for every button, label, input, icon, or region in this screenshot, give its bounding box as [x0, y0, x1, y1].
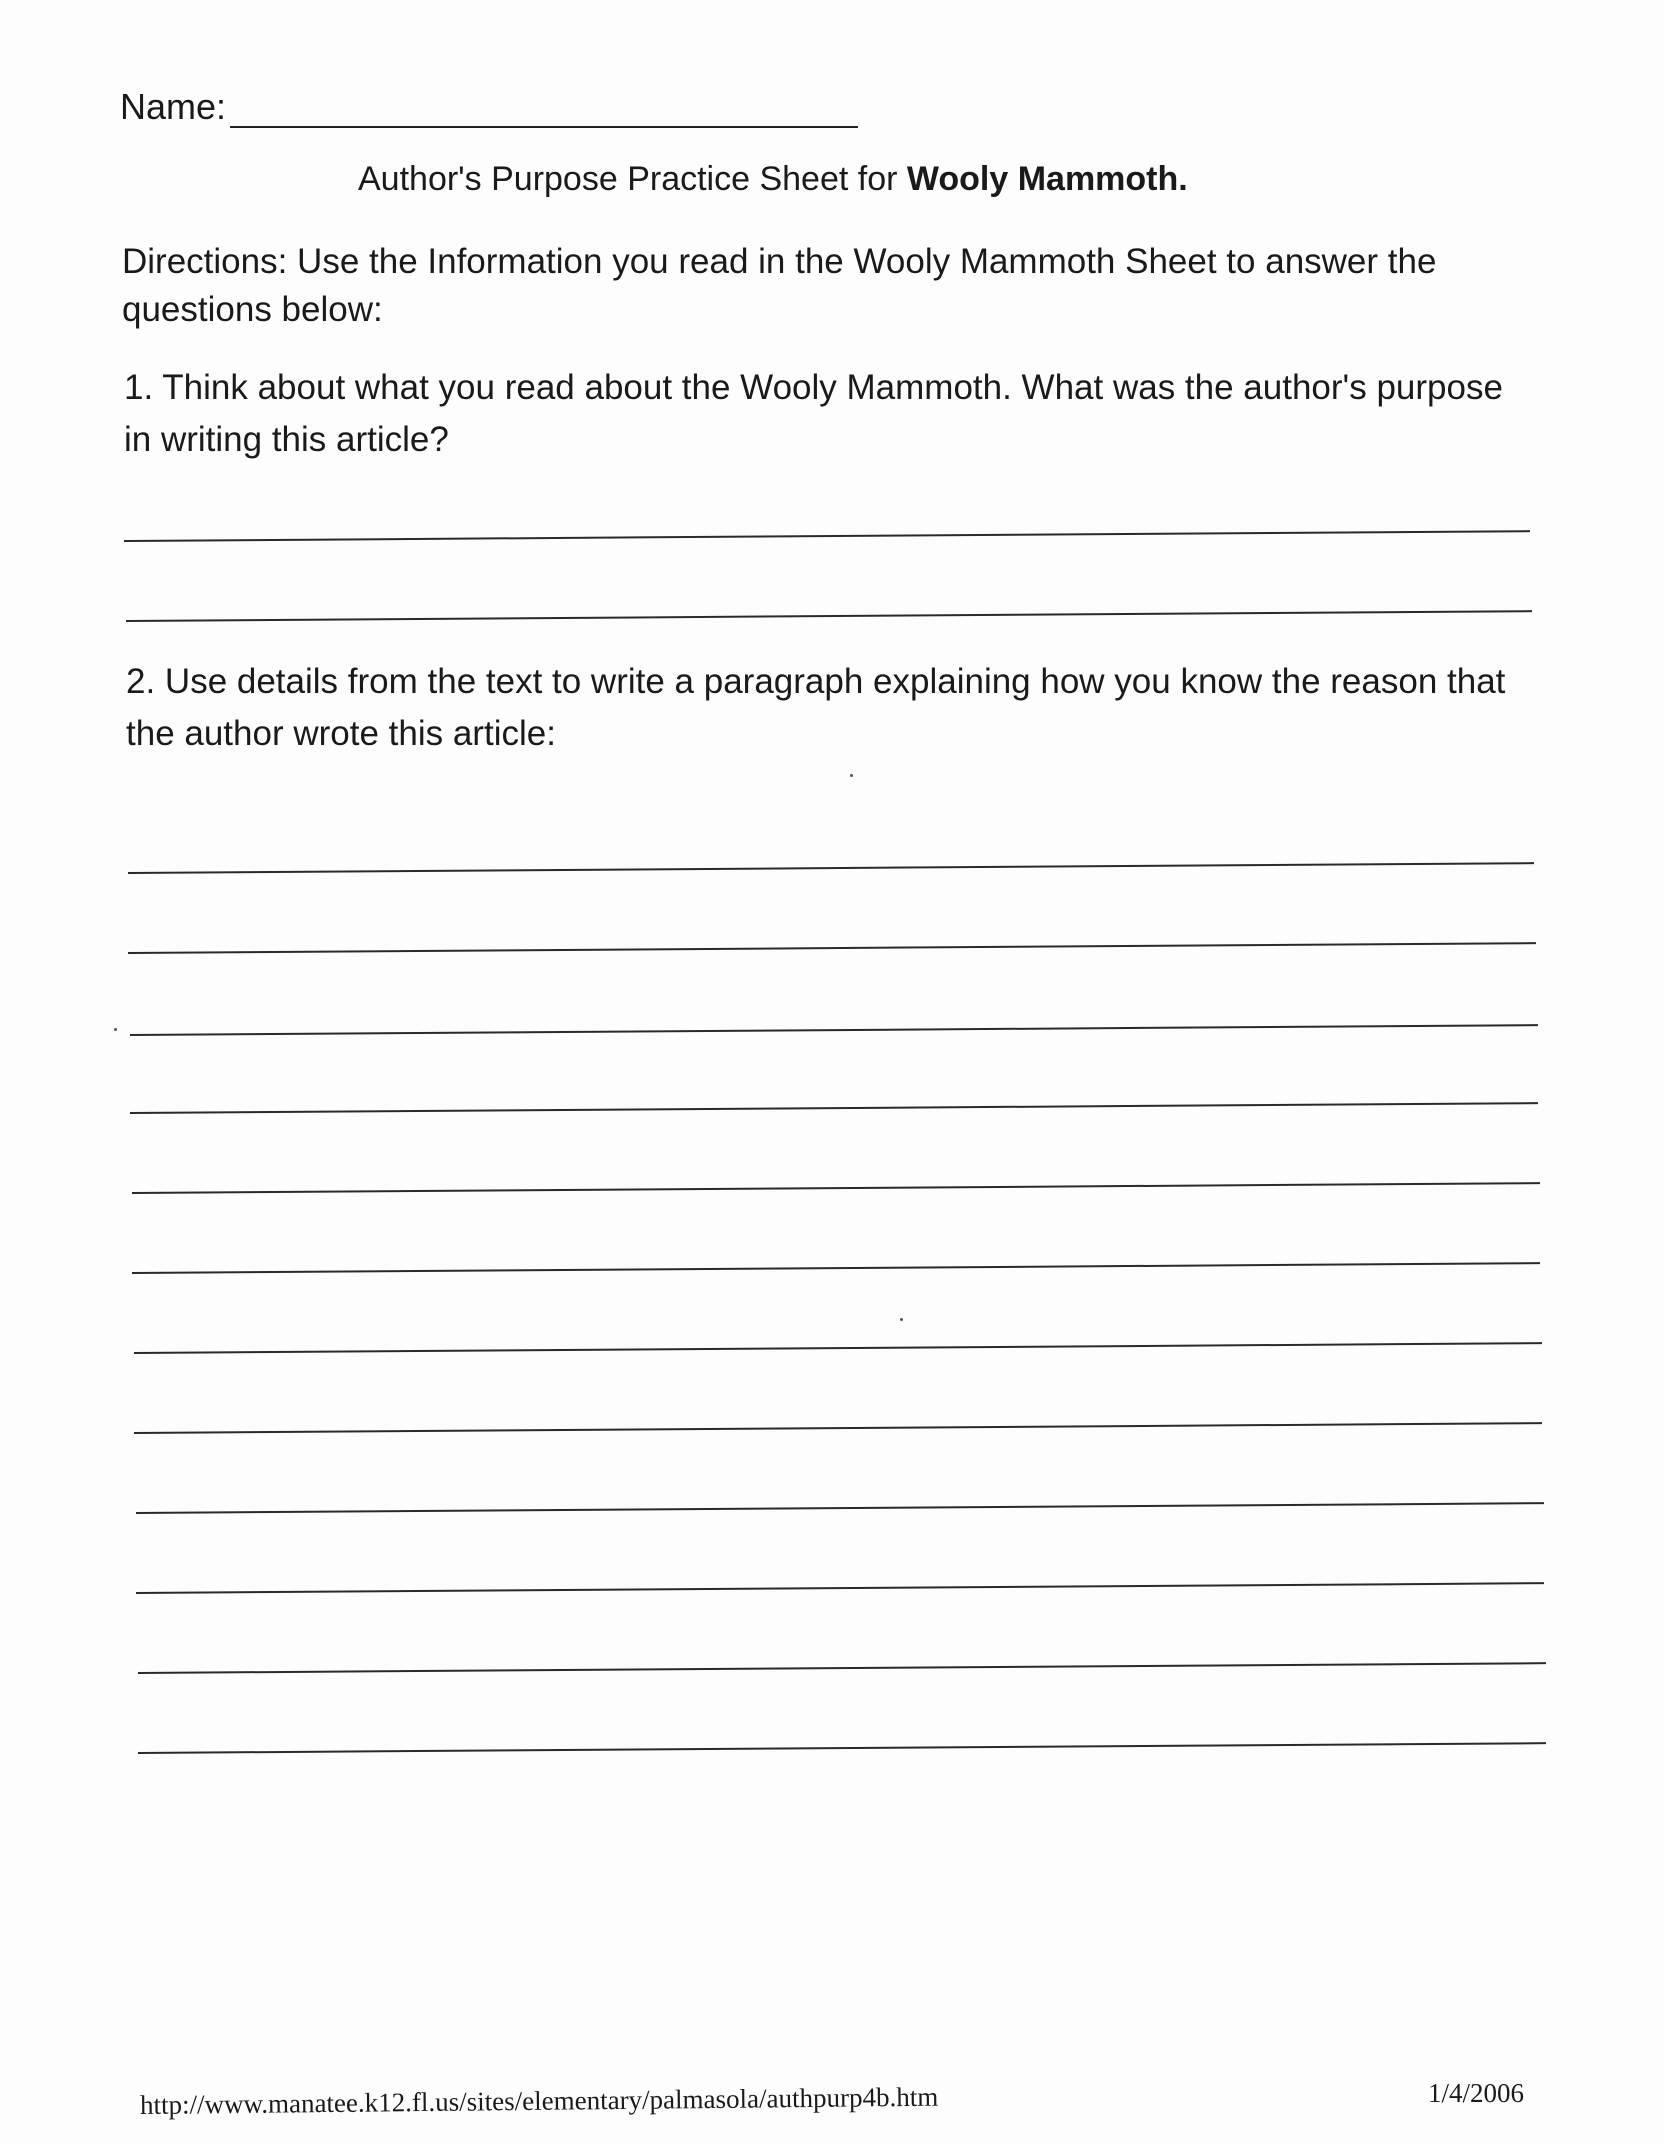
answer-line-q2-9[interactable] — [136, 1502, 1544, 1514]
title-subject: Wooly Mammoth. — [906, 160, 1188, 198]
scan-speck — [114, 1028, 117, 1031]
answer-line-q2-7[interactable] — [134, 1342, 1542, 1354]
scan-speck — [900, 1318, 903, 1321]
answer-line-q2-5[interactable] — [132, 1182, 1540, 1194]
answer-line-q2-3[interactable] — [130, 1024, 1538, 1036]
footer-url: http://www.manatee.k12.fl.us/sites/elementary/palmasola/authpurp4b.htm — [139, 2081, 939, 2120]
footer-date: 1/4/2006 — [1428, 2078, 1525, 2108]
answer-line-q2-6[interactable] — [132, 1262, 1540, 1274]
answer-line-q2-10[interactable] — [136, 1582, 1544, 1594]
answer-line-q2-2[interactable] — [128, 942, 1536, 954]
name-answer-line[interactable] — [230, 90, 858, 128]
answer-line-q1-2[interactable] — [126, 610, 1532, 622]
name-label: Name: — [120, 86, 227, 127]
question-1: 1. Think about what you read about the Wooly Mammoth. What was the author's purpose in writing this article? — [124, 368, 1503, 459]
answer-line-q1-1[interactable] — [124, 530, 1530, 542]
scan-speck — [850, 774, 853, 777]
name-field-row — [120, 86, 858, 128]
answer-line-q2-8[interactable] — [134, 1422, 1542, 1434]
answer-line-q2-1[interactable] — [128, 862, 1534, 874]
directions-text: Directions: Use the Information you read in the Wooly Mammoth Sheet to answer the questions below: — [122, 242, 1437, 329]
answer-line-q2-12[interactable] — [138, 1742, 1546, 1754]
page-title — [358, 160, 1188, 199]
answer-line-q2-4[interactable] — [130, 1102, 1538, 1114]
answer-line-q2-11[interactable] — [138, 1662, 1546, 1674]
question-2: 2. Use details from the text to write a paragraph explaining how you know the reason that the author wrote this article: — [126, 662, 1506, 753]
title-prefix: Author's Purpose Practice Sheet for — [358, 160, 907, 198]
